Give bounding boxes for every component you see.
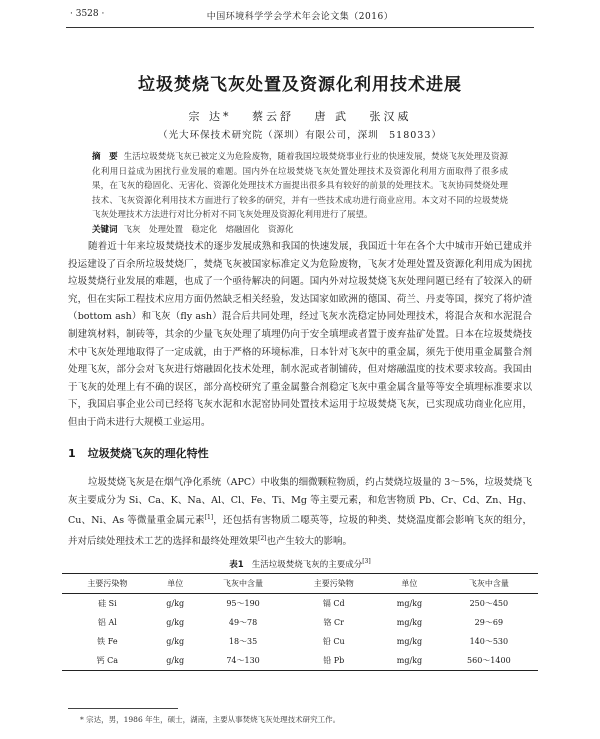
table-cell: mg/kg <box>396 618 423 627</box>
page-number: · 3528 · <box>70 9 105 19</box>
table-cell: mg/kg <box>396 656 423 665</box>
table-cell: 560～1400 <box>467 656 511 665</box>
footnote-rule <box>68 708 178 709</box>
paper-title: 垃圾焚烧飞灰处置及资源化利用技术进展 <box>138 75 462 95</box>
table-cell: 95～190 <box>226 599 260 608</box>
keywords: 飞灰 处理处置 稳定化 熔融固化 资源化 <box>123 224 294 235</box>
table-header: 单位 <box>401 579 418 588</box>
table-cell: g/kg <box>166 618 185 627</box>
table-cell: g/kg <box>166 637 185 646</box>
table-cell: 铝 Al <box>97 618 117 627</box>
table-cell: mg/kg <box>396 599 423 608</box>
table-cell: 18～35 <box>228 637 258 646</box>
table-cell: 铅 Cu <box>322 637 345 646</box>
table-header: 主要污染物 <box>87 579 128 588</box>
authors: 宗 达* 蔡云舒 唐 武 张汉威 <box>188 110 412 123</box>
table-cell: 铬 Cr <box>323 618 345 627</box>
keywords-label: 关键词 <box>92 224 118 235</box>
affiliation: （光大环保技术研究院（深圳）有限公司，深圳 518033） <box>158 130 442 141</box>
table-cell: 29～69 <box>474 618 504 627</box>
para2-end: 也产生较大的影响。 <box>266 536 353 548</box>
journal-title: 中国环境科学学会学术年会论文集（2016） <box>206 12 394 22</box>
intro-paragraph: 随着近十年来垃圾焚烧技术的逐步发展成熟和我国的快速发展，我国近十年在各个大中城市开始已建成并投运建设了百余所垃圾焚烧厂，焚烧飞灰被国家标准定义为危险废物，飞灰才处理处置及资源化利用成为困扰垃圾焚烧行业发展的难题，也成了一个亟待解决的问题。国内外对垃圾焚烧飞灰处理问题已经有了较深入的研究，但在实际工程技术应用方面仍然缺乏相关经验，发达国家如欧洲的德国、荷兰、丹麦等国，探究了将炉渣（bottom ash）和飞灰（fly ash）混合后共同处理，经过飞灰水洗稳定协同处理技术，将混合灰和水泥混合制建筑材料，制砖等，其余的少量飞灰处理了填埋仍向于安全填埋或者置于废弃盐矿处置。日本在垃圾焚烧技术中飞灰处理地取得了一定成就，由于严格的环境标准，日本针对飞灰中的重金属，须先于使用重金属螯合剂处理飞灰，部分会对飞灰进行熔融固化技术处理，制水泥或者制铺砖，但对熔融温度的技术要求较高。我国由于飞灰的处理上有不确的误区，部分高校研究了重金属螯合剂稳定飞灰中重金属含量等等安全填埋标准要求以下，我国启事企业公司已经将飞灰水泥和水泥窑协同处置技术运用于垃圾焚烧飞灰，已实现成功商业化应用，但由于尚未进行大规模工业运用。 <box>68 241 532 428</box>
table-header: 单位 <box>167 579 184 588</box>
table-cell: 74～130 <box>226 656 260 665</box>
table-cell: g/kg <box>166 599 185 608</box>
abstract-label: 摘 要 <box>92 152 118 162</box>
section-title: 垃圾焚烧飞灰的理化特性 <box>87 447 209 460</box>
header-rule <box>66 27 534 28</box>
table-cell: 钙 Ca <box>96 656 119 665</box>
footnote: * 宗达，男，1986 年生，硕士，湖南，主要从事焚烧飞灰处理技术研究工作。 <box>80 715 341 724</box>
section-paragraph <box>68 474 532 551</box>
table-header: 飞灰中含量 <box>468 579 509 588</box>
citation-ref: [3] <box>362 558 371 566</box>
composition-table <box>62 573 538 671</box>
table-cell: 铅 Pb <box>323 656 345 665</box>
table-caption <box>0 558 600 570</box>
section-heading <box>68 445 221 461</box>
table-cell: 140～530 <box>469 637 509 646</box>
running-header <box>70 7 530 23</box>
para2-text: 垃圾焚烧飞灰是在烟气净化系统（APC）中收集的细微颗粒物质，约占焚烧垃圾量的 3～5%，垃圾焚烧飞灰主要成分为 Si、Ca、K、Na、Al、Cl、Fe、Ti、Mg 等主要元素，和危害物质 Pb、Cr、Cd、Zn、Hg、Cu、Ni、As 等微量重金属元素 <box>68 477 532 527</box>
table-label: 表1 <box>229 560 244 570</box>
table-cell: 镉 Cd <box>322 599 345 608</box>
abstract <box>92 150 508 237</box>
table-caption-text: 生活垃圾焚烧飞灰的主要成分 <box>251 560 363 570</box>
table-row <box>62 632 538 651</box>
table-cell: 硅 Si <box>98 599 117 608</box>
para2-cont: ，还包括有害物质二噁英等，垃圾的种类、焚烧温度都会影响飞灰的组分，并对后续处理技术工艺的选择和最终处理效果 <box>68 515 532 548</box>
table-header-row <box>62 574 538 594</box>
table-row <box>62 651 538 671</box>
section-number: 1 <box>68 447 76 460</box>
table-cell: mg/kg <box>396 637 423 646</box>
table-cell: 250～450 <box>469 599 509 608</box>
citation-ref: [1] <box>204 514 214 522</box>
table-cell: 铁 Fe <box>97 637 118 646</box>
citation-ref: [2] <box>258 534 267 542</box>
table-cell: g/kg <box>166 656 185 665</box>
table-header: 飞灰中含量 <box>223 579 264 588</box>
table-row <box>62 613 538 632</box>
table-row <box>62 594 538 614</box>
abstract-text: 生活垃圾焚烧飞灰已被定义为危险废物，随着我国垃圾焚烧事业行业的快速发展，焚烧飞灰处理及资源化利用日益成为困扰行业发展的难题。国内外在垃圾焚烧飞灰处置处理技术及资源化利用方面取得了很多成果，在飞灰的稳固化、无害化、资源化处理技术方面提出很多具有较好的前景的处理技术。飞灰协同焚烧处理技术、飞灰资源化利用技术方面进行了较多的研究，并有一些技术成功进行商业应用。本文对不同的垃圾焚烧飞灰处理技术方法进行对比分析对不同飞灰处理及资源化利用进行了展望。 <box>92 152 508 220</box>
table-cell: 49～78 <box>228 618 258 627</box>
table-header: 主要污染物 <box>313 579 354 588</box>
keywords-line <box>92 223 508 238</box>
